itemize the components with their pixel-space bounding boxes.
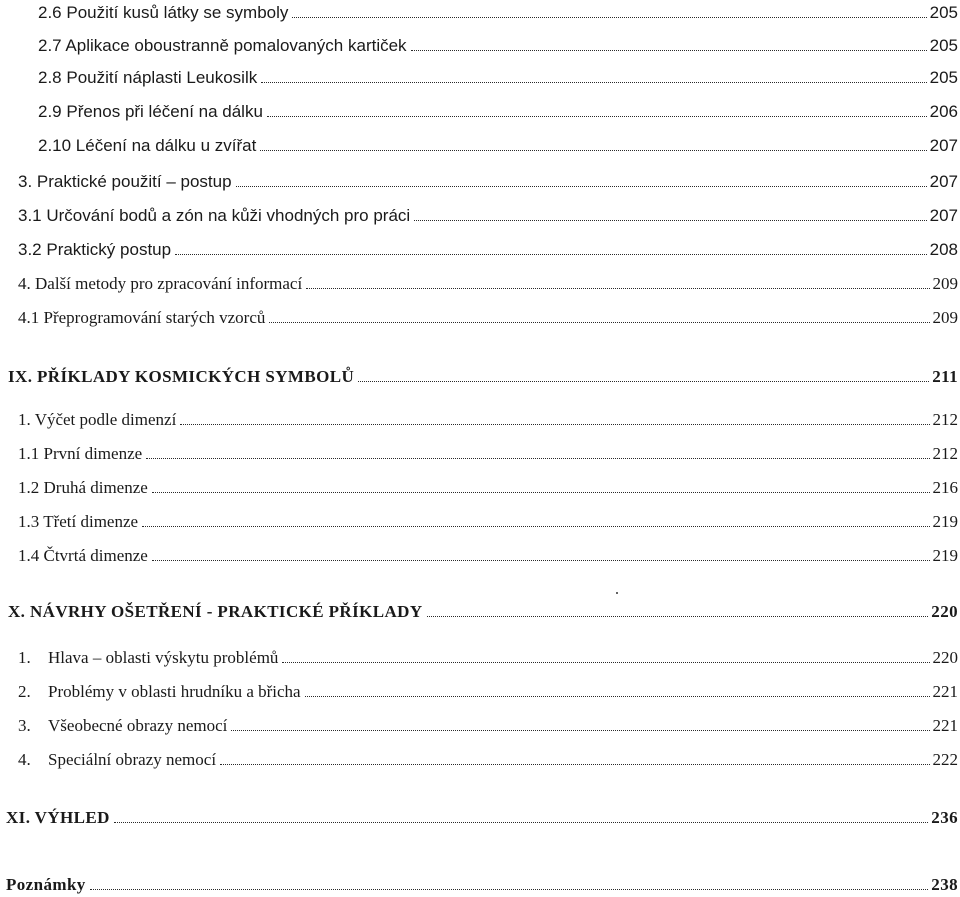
toc-entry: [38, 136, 958, 156]
toc-chapter-page: 220: [931, 602, 958, 621]
dot-leader: [114, 821, 928, 823]
toc-entry: [18, 274, 958, 294]
toc-entry-title: [18, 648, 278, 668]
toc-entry: [38, 36, 958, 56]
toc-entry-page: 220: [932, 648, 958, 667]
toc-chapter-page: 238: [931, 875, 958, 894]
toc-entry-title: [18, 750, 216, 770]
dot-leader: [152, 559, 930, 561]
toc-entry-title: 1.1 První dimenze: [18, 444, 143, 463]
dot-leader: [236, 185, 927, 187]
dot-leader: [427, 615, 929, 617]
toc-entry-number: 2.: [18, 682, 31, 701]
toc-chapter: [8, 602, 958, 622]
toc-entry-number: 3.: [18, 716, 31, 735]
toc-entry-page: 209: [932, 308, 958, 327]
dot-leader: [90, 888, 929, 890]
toc-entry-page: 209: [932, 274, 958, 293]
dot-leader: [305, 695, 930, 697]
dot-leader: [220, 763, 929, 765]
toc-entry: [18, 512, 958, 532]
toc-entry-title: 3.2 Praktický postup: [18, 240, 172, 259]
toc-entry: [18, 308, 958, 328]
toc-entry: [18, 410, 958, 430]
toc-entry-title: 2.6 Použití kusů látky se symboly: [38, 3, 289, 22]
toc-chapter-page: 211: [932, 367, 958, 386]
toc-chapter: [8, 367, 958, 387]
toc-entry-title: 3. Praktické použití – postup: [18, 172, 232, 191]
toc-entry-text: Speciální obrazy nemocí: [48, 750, 217, 769]
toc-entry-title: 2.9 Přenos při léčení na dálku: [38, 102, 263, 121]
toc-entry-page: 207: [929, 206, 958, 225]
toc-chapter-page: 236: [931, 808, 958, 827]
toc-entry: [18, 172, 958, 192]
toc-entry: [38, 68, 958, 88]
toc-entry-page: 216: [932, 478, 958, 497]
dot-leader: [175, 253, 927, 255]
toc-entry-page: 222: [932, 750, 958, 769]
toc-entry-page: 219: [932, 512, 958, 531]
dot-leader: [180, 423, 929, 425]
toc-chapter-title: XI. VÝHLED: [6, 808, 110, 827]
dot-leader: [414, 219, 926, 221]
toc-entry-title: [18, 682, 301, 702]
toc-entry: [38, 102, 958, 122]
dot-leader: [267, 115, 927, 117]
dot-leader: [269, 321, 929, 323]
toc-chapter-title: IX. PŘÍKLADY KOSMICKÝCH SYMBOLŮ: [8, 367, 355, 386]
toc-entry-title: 2.10 Léčení na dálku u zvířat: [38, 136, 257, 155]
scan-speck: [616, 592, 618, 594]
toc-entry-title: 3.1 Určování bodů a zón na kůži vhodných pro práci: [18, 206, 411, 225]
dot-leader: [306, 287, 929, 289]
toc-entry-title: 4.1 Přeprogramování starých vzorců: [18, 308, 266, 327]
toc-entry-number: 4.: [18, 750, 31, 769]
toc-entry-page: 221: [932, 716, 958, 735]
toc-entry-title: 1.3 Třetí dimenze: [18, 512, 139, 531]
dot-leader: [152, 491, 930, 493]
toc-entry: [18, 750, 958, 770]
toc-entry-page: 207: [929, 136, 958, 155]
toc-entry-title: 4. Další metody pro zpracování informací: [18, 274, 303, 293]
toc-chapter-title: Poznámky: [6, 875, 86, 894]
dot-leader: [358, 380, 929, 382]
dot-leader: [282, 661, 929, 663]
toc-entry-page: 206: [929, 102, 958, 121]
dot-leader: [231, 729, 929, 731]
dot-leader: [142, 525, 929, 527]
toc-entry-page: 212: [932, 444, 958, 463]
toc-entry: [18, 444, 958, 464]
toc-entry: [38, 3, 958, 23]
toc-chapter-title: X. NÁVRHY OŠETŘENÍ - PRAKTICKÉ PŘÍKLADY: [8, 602, 423, 621]
toc-entry-title: 1. Výčet podle dimenzí: [18, 410, 177, 429]
toc-entry-title: [18, 716, 227, 736]
toc-entry-page: 205: [929, 68, 958, 87]
dot-leader: [261, 81, 926, 83]
toc-entry-page: 221: [932, 682, 958, 701]
toc-entry: [18, 240, 958, 260]
toc-entry-title: 2.8 Použití náplasti Leukosilk: [38, 68, 258, 87]
toc-entry: [18, 206, 958, 226]
toc-entry-page: 212: [932, 410, 958, 429]
dot-leader: [292, 16, 926, 18]
toc-chapter: [6, 808, 958, 828]
toc-entry: [18, 648, 958, 668]
toc-entry-text: Problémy v oblasti hrudníku a břicha: [48, 682, 301, 701]
toc-entry: [18, 546, 958, 566]
toc-entry-text: Hlava – oblasti výskytu problémů: [48, 648, 279, 667]
dot-leader: [146, 457, 929, 459]
toc-entry-page: 205: [929, 36, 958, 55]
toc-entry-page: 207: [929, 172, 958, 191]
toc-chapter: [6, 875, 958, 895]
toc-entry: [18, 682, 958, 702]
toc-entry-page: 219: [932, 546, 958, 565]
dot-leader: [260, 149, 926, 151]
toc-entry-title: 1.2 Druhá dimenze: [18, 478, 148, 497]
toc-entry-title: 2.7 Aplikace oboustranně pomalovaných kartiček: [38, 36, 407, 55]
toc-entry: [18, 478, 958, 498]
toc-entry-page: 208: [929, 240, 958, 259]
toc-entry: [18, 716, 958, 736]
toc-entry-page: 205: [929, 3, 958, 22]
toc-entry-number: 1.: [18, 648, 31, 667]
toc-entry-title: 1.4 Čtvrtá dimenze: [18, 546, 148, 565]
toc-entry-text: Všeobecné obrazy nemocí: [48, 716, 228, 735]
dot-leader: [411, 49, 927, 51]
